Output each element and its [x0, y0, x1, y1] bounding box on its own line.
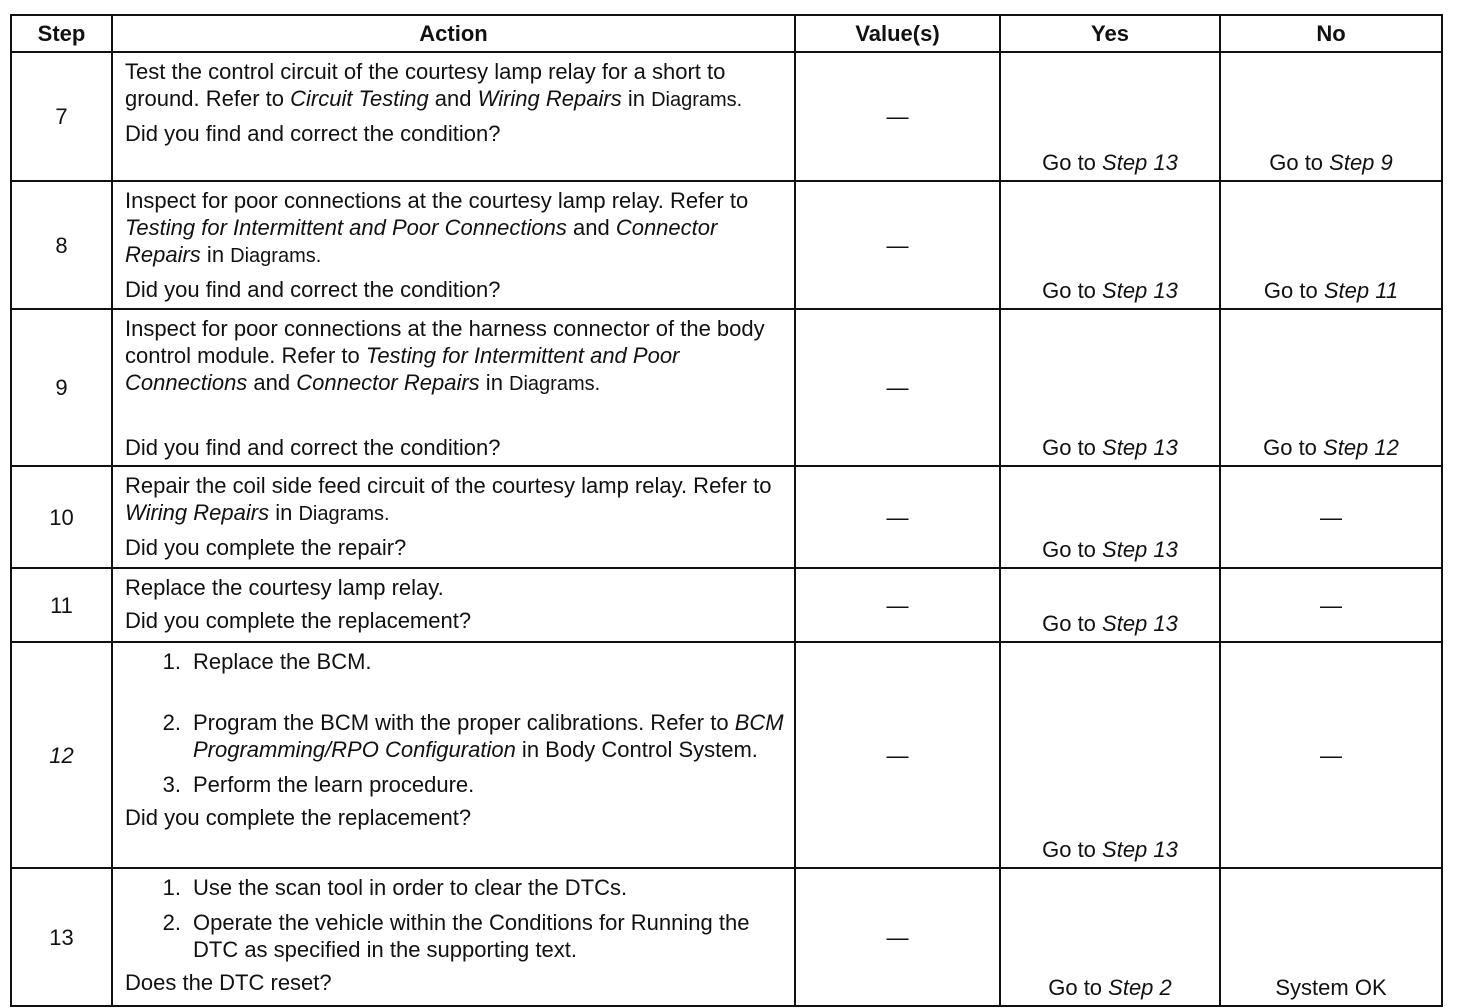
action-question: Did you find and correct the condition? — [125, 121, 501, 146]
no-cell: Go to Step 9 — [1220, 52, 1442, 181]
yes-cell: Go to Step 13 — [1000, 52, 1220, 181]
action-steps-list — [125, 648, 784, 798]
yes-cell: Go to Step 13 — [1000, 568, 1220, 642]
list-item: 2. Operate the vehicle within the Conditions for Running the DTC as specified in the supporting text. — [162, 910, 750, 962]
value-cell: — — [795, 642, 1000, 868]
step-number: 8 — [11, 181, 112, 309]
list-item: 1. Use the scan tool in order to clear the DTCs. — [162, 875, 628, 900]
table-row — [11, 52, 1442, 181]
no-cell: Go to Step 11 — [1220, 181, 1442, 309]
no-cell: — — [1220, 568, 1442, 642]
yes-cell: Go to Step 2 — [1000, 868, 1220, 1006]
no-cell: System OK — [1220, 868, 1442, 1006]
yes-cell: Go to Step 13 — [1000, 642, 1220, 868]
no-cell: — — [1220, 466, 1442, 568]
action-text: Replace the courtesy lamp relay. — [125, 575, 444, 600]
no-cell: Go to Step 12 — [1220, 309, 1442, 466]
value-cell: — — [795, 52, 1000, 181]
header-values: Value(s) — [795, 15, 1000, 52]
value-cell: — — [795, 466, 1000, 568]
action-steps-list — [125, 874, 784, 963]
action-cell — [112, 868, 795, 1006]
header-no: No — [1220, 15, 1442, 52]
no-cell: — — [1220, 642, 1442, 868]
table-row — [11, 466, 1442, 568]
action-text: Inspect for poor connections at the harness connector of the body control module. Refer to Testing for Intermittent and Poor Connections and Connector Repairs in Diagrams. — [125, 316, 765, 395]
action-question: Did you find and correct the condition? — [125, 277, 501, 302]
list-item: 2. Program the BCM with the proper calibrations. Refer to BCM Programming/RPO Configuration in Body Control System. — [162, 710, 784, 762]
list-item: 1. Replace the BCM. — [162, 649, 372, 674]
diagnostic-table — [10, 14, 1443, 1007]
list-item: 3. Perform the learn procedure. — [162, 772, 475, 797]
action-cell — [112, 466, 795, 568]
action-question: Does the DTC reset? — [125, 970, 332, 995]
header-row — [11, 15, 1442, 52]
step-number: 9 — [11, 309, 112, 466]
yes-cell: Go to Step 13 — [1000, 466, 1220, 568]
value-cell: — — [795, 309, 1000, 466]
header-action: Action — [112, 15, 795, 52]
value-cell: — — [795, 181, 1000, 309]
table-row — [11, 309, 1442, 466]
table-row — [11, 568, 1442, 642]
step-number: 7 — [11, 52, 112, 181]
yes-cell: Go to Step 13 — [1000, 309, 1220, 466]
action-text: Test the control circuit of the courtesy lamp relay for a short to ground. Refer to Circuit Testing and Wiring Repairs in Diagrams. — [125, 59, 743, 111]
action-question: Did you complete the repair? — [125, 535, 407, 560]
yes-cell: Go to Step 13 — [1000, 181, 1220, 309]
action-question: Did you find and correct the condition? — [125, 435, 501, 460]
action-question: Did you complete the replacement? — [125, 805, 472, 830]
step-number: 13 — [11, 868, 112, 1006]
table-row — [11, 642, 1442, 868]
diagnostic-table-container — [10, 14, 1443, 1007]
step-number: 10 — [11, 466, 112, 568]
step-number: 11 — [11, 568, 112, 642]
action-question: Did you complete the replacement? — [125, 608, 472, 633]
action-cell — [112, 181, 795, 309]
header-step: Step — [11, 15, 112, 52]
action-cell — [112, 309, 795, 466]
table-row — [11, 868, 1442, 1006]
action-cell — [112, 568, 795, 642]
action-text: Repair the coil side feed circuit of the courtesy lamp relay. Refer to Wiring Repairs in Diagrams. — [125, 473, 772, 525]
action-text: Inspect for poor connections at the courtesy lamp relay. Refer to Testing for Intermittent and Poor Connections and Connector Repairs in Diagrams. — [125, 188, 749, 267]
step-number: 12 — [11, 642, 112, 868]
action-cell — [112, 52, 795, 181]
value-cell: — — [795, 568, 1000, 642]
action-cell — [112, 642, 795, 868]
header-yes: Yes — [1000, 15, 1220, 52]
value-cell: — — [795, 868, 1000, 1006]
table-row — [11, 181, 1442, 309]
